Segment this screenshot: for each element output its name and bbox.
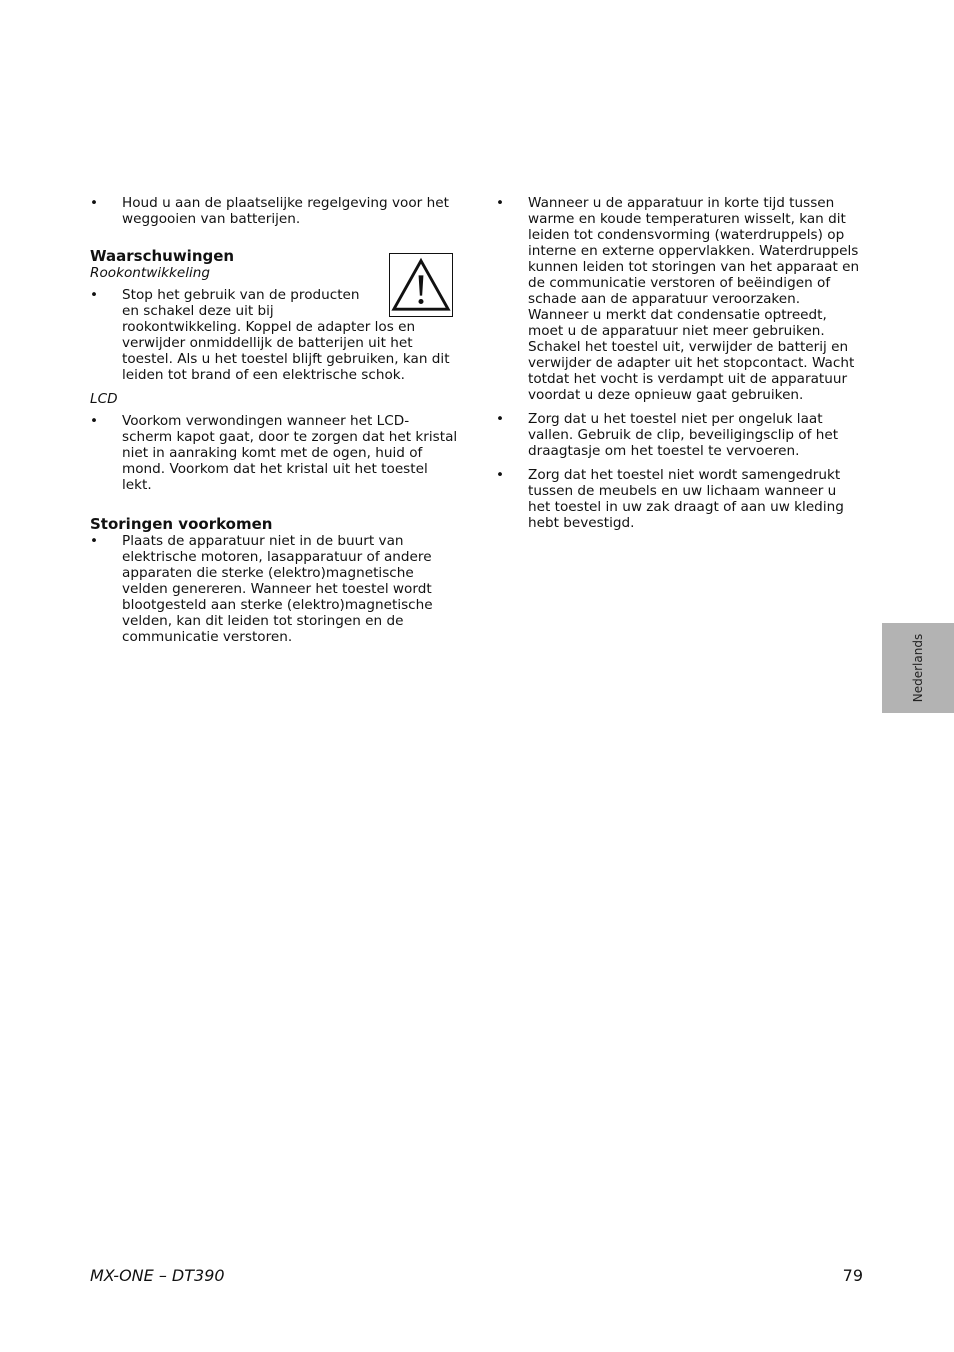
language-side-tab [882, 623, 954, 713]
interference-bullet-text: Plaats de apparatuur niet in de buurt van elektrische motoren, lasapparatuur of andere apparaten die sterke (elektro)magnetische velden genereren. Wanneer het toestel wordt blootgesteld aan sterke (elektro)magnetische velden, kan dit leiden tot storingen en de communicatie verstoren. [122, 533, 433, 645]
drop-bullet-text: Zorg dat u het toestel niet per ongeluk laat vallen. Gebruik de clip, beveiligingsclip of het draagtasje om het toestel te vervoeren. [528, 411, 839, 459]
bullet-dot: • [496, 195, 505, 211]
list-item [90, 287, 458, 383]
bullet-dot: • [90, 195, 99, 211]
right-column [496, 195, 860, 539]
lcd-bullet-text: Voorkom verwondingen wanneer het LCD-scherm kapot gaat, door te zorgen dat het kristal niet in aanraking komt met de ogen, huid of mond. Voorkom dat het kristal uit het toestel lekt. [122, 413, 458, 493]
list-item [496, 195, 860, 403]
language-label: Nederlands [911, 633, 925, 703]
page-number: 79 [842, 1266, 863, 1285]
bullet-dot: • [90, 413, 99, 429]
bullet-dot: • [90, 533, 99, 549]
bullet-dot: • [90, 287, 99, 303]
warnings-heading: Waarschuwingen [90, 247, 235, 265]
footer-product: MX-ONE – DT390 [90, 1266, 225, 1285]
left-column [90, 195, 458, 653]
list-item [90, 413, 458, 493]
list-item [496, 467, 860, 531]
list-item [496, 411, 860, 459]
condensation-bullet-text: Wanneer u de apparatuur in korte tijd tussen warme en koude temperaturen wisselt, kan dit leiden tot condensvorming (waterdruppels) op interne en externe oppervlakken. Waterdruppels kunnen leiden tot storingen van het apparaat en de communicatie verstoren of beëindigen of schade aan de apparatuur veroorzaken. Wanneer u merkt dat condensatie optreedt, moet u de apparatuur niet meer gebruiken. Schakel het toestel uit, verwijder de batterij en verwijder de adapter uit het stopcontact. Wacht totdat het vocht is verdampt uit de apparatuur voordat u deze opnieuw gaat gebruiken. [528, 195, 860, 403]
list-item [90, 533, 458, 645]
compression-bullet-text: Zorg dat het toestel niet wordt samengedrukt tussen de meubels en uw lichaam wanneer u het toestel in uw zak draagt of aan uw kleding hebt bevestigd. [528, 467, 844, 531]
bullet-dot: • [496, 411, 505, 427]
interference-heading: Storingen voorkomen [90, 515, 273, 533]
disposal-bullet-text: Houd u aan de plaatselijke regelgeving voor het weggooien van batterijen. [122, 195, 449, 227]
lcd-subheading: LCD [90, 391, 118, 407]
list-item [90, 195, 458, 227]
bullet-dot: • [496, 467, 505, 483]
smoke-subheading: Rookontwikkeling [90, 265, 211, 281]
smoke-bullet-text: Stop het gebruik van de producten en schakel deze uit bij rookontwikkeling. Koppel de adapter los en verwijder onmiddellijk de batterijen uit het toestel. Als u het toestel blijft gebruiken, kan dit leiden tot brand of een elektrische schok. [122, 287, 450, 383]
